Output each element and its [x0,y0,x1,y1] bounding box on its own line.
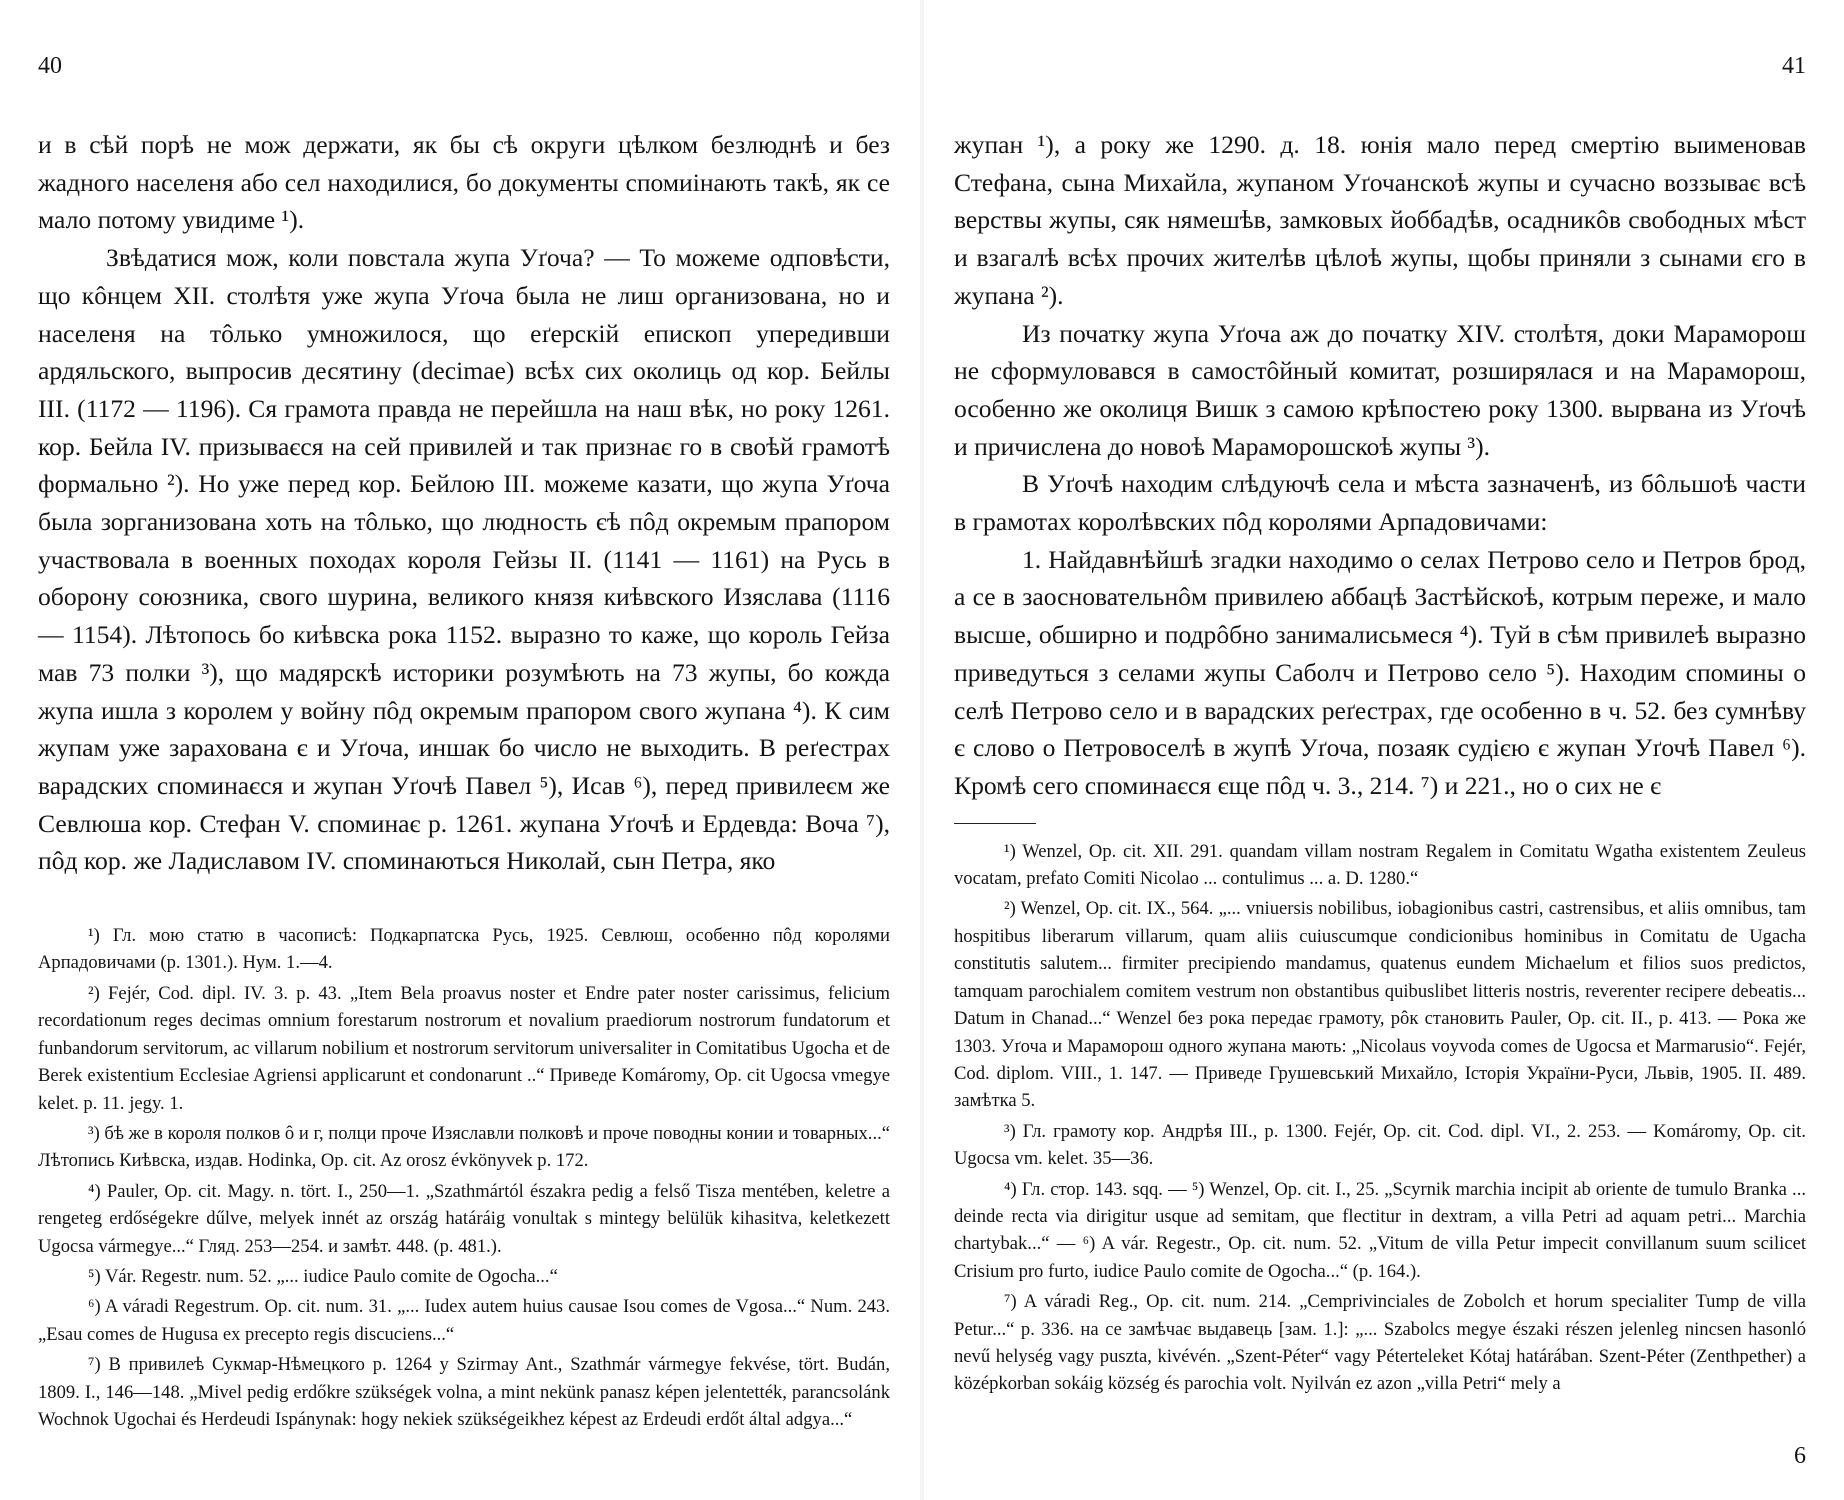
footnote: ⁷) В привилеѣ Сукмар-Нѣмецкого р. 1264 у Szirmay Ant., Szathmár vármegye fekvése, tört. Budán, 1809. I., 146—148. „Mivel pedig erdőkre szükségek volna, a mint nekünk panasz képen jelentették, parancsolánk Wochnok Ugochai és Herdeudi Ispánynak: hogy nekiek szükségeikhez képest az Erdeudi erdőt által adgya...“ [38,1354,890,1430]
footnote: ³) Гл. грамоту кор. Андрѣя III., р. 1300. Fejér, Op. cit. Cod. dipl. VI., 2. 253. — Komáromy, Op. cit. Ugocsa vm. kelet. 35—36. [954,1120,1806,1170]
paragraph: и в сѣй порѣ не мож держати, як бы сѣ округи цѣлком безлюднѣ и без жадного населеня або сел находилися, бо документы спомиінають такѣ, як се мало потому увидиме ¹). [38,130,890,235]
main-text-right [954,126,1806,805]
footnote: ³) бѣ же в короля полков ô и г, полци проче Изяславли полковѣ и проче поводны конии и товарных...“ Лѣтопись Киѣвска, издав. Hodinka, Op. cit. Az orosz évkönyvek p. 172. [38,1122,890,1172]
footnote: ²) Fejér, Cod. dipl. IV. 3. p. 43. „Item Bela proavus noster et Endre pater noster carissimus, felicium recordationum reges decimas omnium forestarum nostrorum et novalium praediorum nostrorum fundatorum et funbandorum servitorum, ac villarum nobilium et nostrorum servitorum universaliter in Comitatibus Ugocha et de Berek existentium Ecclesiae Agriensi applicarunt et condonarunt ..“ Приведе Komáromy, Op. cit Ugocsa vmegye kelet. p. 11. jegy. 1. [38,982,890,1114]
footnote: ⁶) A váradi Regestrum. Op. cit. num. 31. „... Iudex autem huius causae Isou comes de Vgosa...“ Num. 243. „Esau comes de Hugusa ex precepto regis discuciens...“ [38,1296,890,1345]
footnote: ²) Wenzel, Op. cit. IX., 564. „... vniuersis nobilibus, iobagionibus castri, castrensibus, et aliis omnibus, tam hospitibus liberarum villarum, quam aliis cuiuscumque condicionibus hominibus in Comitatu de Ugacha constitutis salutem... firmiter precipiendo mandamus, quatenus eundem Michaelum et filios suos predictos, tamquam parochialem comitem vestrum non obstantibus quibuslibet litteris nostris, reverenter recipere debeatis... Datum in Chanad...“ Wenzel без рока передає грамоту, рôк становить Pauler, Op. cit. II., p. 413. — Рока же 1303. Уґоча и Мараморош одного жупана мають: „Nicolaus voyvoda comes de Ugocsa et Marmarusio“. Fejér, Cod. diplom. VIII., 1. 147. — Приведе Грушевський Михайло, Історія України-Руси, Львів, 1905. II. 489. замѣтка 5. [954,898,1806,1112]
right-page [922,0,1844,1500]
page-number-right: 41 [1782,53,1806,79]
main-text-left [38,126,890,880]
footnote: ⁴) Гл. стор. 143. sqq. — ⁵) Wenzel, Op. cit. I., 25. „Scyrnik marchia incipit ab oriente de tumulo Branka ... deinde recta via dirigitur usque ad semitam, que flectitur in dextram, a villa Petri ad aquam petri... Marchia chartybak...“ — ⁶) A vár. Regestr., Op. cit. num. 52. „Vitum de villa Petur impecit convillanum suum scilicet Crisium pro furto, iudice Paulo comite de Ogocha...“ (p. 164.). [954,1178,1806,1282]
footnote: ¹) Wenzel, Op. cit. XII. 291. quandam villam nostram Regalem in Comitatu Wgatha existentem Zeuleus vocatam, prefato Comiti Nicolao ... contulimus ... a. D. 1280.“ [954,840,1806,890]
footnote: ⁴) Pauler, Op. cit. Magy. n. tört. I., 250—1. „Szathmártól északra pedig a felső Tisza mentében, keletre a rengeteg erdőségekre dűlve, melyek innét az ország határáig vonultak s mintegy belülük kihasitva, keletkezett Ugocsa vármegye...“ Гляд. 253—254. и замѣт. 448. (p. 481.). [38,1180,890,1257]
paragraph: 1. Найдавнѣйшѣ згадки находимо о селах Петрово село и Петров брод, а се в заосновательнôм привилею аббацѣ Застѣйскоѣ, котрым переже, и мало высше, обширно и подрôбно занималисьмеся ⁴). Туй в сѣм привилеѣ выразно приведуться з селами жупы Саболч и Петрово село ⁵). Находим спомины о селѣ Петрово село и в варадских реґестрах, где особенно в ч. 52. без сумнѣву є слово о Петровоселѣ в жупѣ Уґоча, позаяк судією є жупан Уґочѣ Павел ⁶). Кромѣ сего споминаєся єще пôд ч. 3., 214. ⁷) и 221., но о сих не є [954,544,1806,800]
paragraph: В Уґочѣ находим слѣдуючѣ села и мѣста зазначенѣ, из бôльшоѣ части в грамотах королѣвских пôд королями Арпадовичами: [954,469,1806,537]
footnote: ⁵) Vár. Regestr. num. 52. „... iudice Paulo comite de Ogocha...“ [88,1265,558,1287]
footnotes-right [954,838,1806,1398]
footnote: ¹) Гл. мою статю в часописѣ: Подкарпатска Русь, 1925. Севлюш, особенно пôд королями Арпадовичами (р. 1301.). Нум. 1.—4. [38,925,890,974]
footnote: ⁷) A váradi Reg., Op. cit. num. 214. „Cemprivinciales de Zobolch et horum specialiter Tump de villa Petur...“ p. 336. на се замѣчає выдавець [зам. 1.]: „... Szabolcs megye északi részen jelenleg nincsen hasonló nevű helység vagy puszta, kivévén. „Szent-Péter“ vagy Pétertelеket Kótaj határában. Szent-Péter (Zenthpether) a középkorban sokáig község és parochia volt. Nyilván ez azon „villa Petri“ mely a [954,1291,1806,1395]
sheet-signature: 6 [1794,1443,1806,1469]
footnotes-left [38,922,890,1433]
paragraph: Звѣдатися мож, коли повстала жупа Уґоча? — То можеме одповѣсти, що кôнцем XII. столѣтя уже жупа Уґоча была не лиш организована, но и населеня на тôлько умножилося, що еґерскій епископ упередивши ардяльского, выпросив десятину (decimae) всѣх сих околиць од кор. Бейлы III. (1172 — 1196). Ся грамота правда не перейшла на наш вѣк, но року 1261. кор. Бейла IV. призываєся на сей привилей и так признає го в своѣй грамотѣ формально ²). Но уже перед кор. Бейлою III. можеме казати, що жупа Уґоча была зорганизована хоть на тôлько, що людность єѣ пôд окремым прапором участвовала в военных походах короля Гейзы II. (1141 — 1161) на Русь в оборону союзника, свого шурина, великого князя киѣвского Изяслава (1116 — 1154). Лѣтопось бо киѣвска рока 1152. выразно то каже, що король Гейза мав 73 полки ³), що мадярскѣ историки розумѣють на 73 жупы, бо кожда жупа ишла з королем у войну пôд окремым прапором свого жупана ⁴). К сим жупам уже зарахована є и Уґоча, иншак бо число не выходить. В реґестрах варадских споминаєся и жупан Уґочѣ Павел ⁵), Исав ⁶), перед привилеєм же Севлюша кор. Стефан V. споминає р. 1261. жупана Уґочѣ и Ердевда: Воча ⁷), пôд кор. же Ладиславом IV. споминаються Николай, сын Петра, яко [38,243,890,876]
paragraph: Из початку жупа Уґоча аж до початку XIV. столѣтя, доки Мараморош не сформуловався в самостôйный комитат, розширялася и на Мараморош, особенно же околиця Вишк з самою крѣпостею року 1300. вырвана из Уґочѣ и причислена до новоѣ Мараморошскоѣ жупы ³). [954,318,1806,461]
page-number-left: 40 [38,53,62,79]
footnote-divider [954,823,1036,824]
paragraph: жупан ¹), а року же 1290. д. 18. юнія мало перед смертію выименовав Стефана, сына Михайла, жупаном Уґочанскоѣ жупы и сучасно воззыває всѣ верствы жупы, сяк нямешѣв, замковых йоббадѣв, осадникôв свободных мѣст и взагалѣ всѣх прочих жителѣв цѣлоѣ жупы, щобы приняли з сынами єго в жупана ²). [954,130,1806,310]
